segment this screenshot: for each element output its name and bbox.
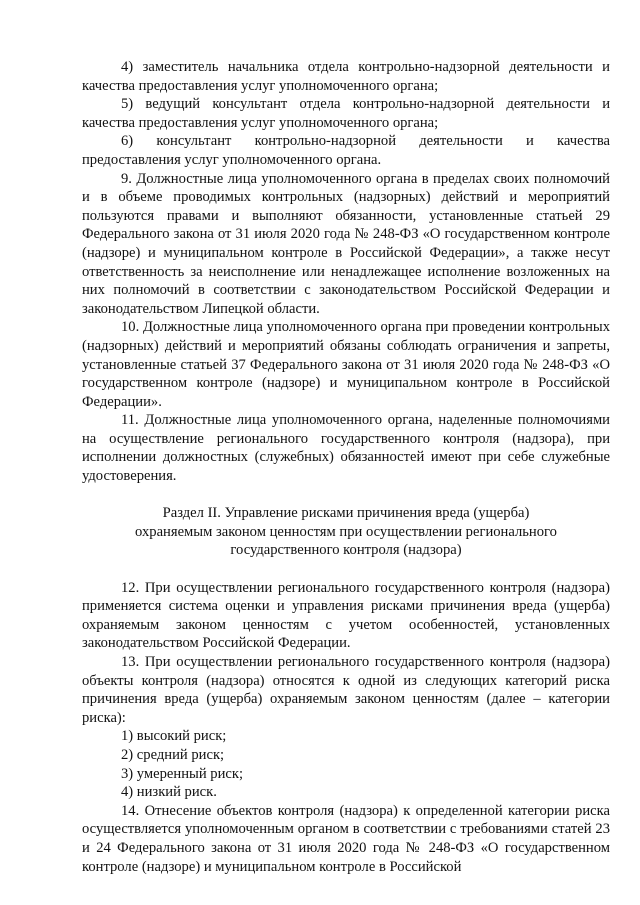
paragraph-item-6: 6) консультант контрольно-надзорной деятельности и качества предоставления услуг уполномоченного органа. [82, 133, 610, 168]
paragraph-12: 12. При осуществлении регионального государственного контроля (надзора) применяется система оценки и управления рисками причинения вреда (ущерба) охраняемым законом ценностям с учетом особенностей, установленных законодательством Российской Федерации. [82, 579, 610, 652]
spacer [82, 560, 610, 579]
paragraph-10: 10. Должностные лица уполномоченного органа при проведении контрольных (надзорных) действий и мероприятий обязаны соблюдать ограничения и запреты, установленные статьей 37 Федерального закона от 31 июля 2020 года № 248-ФЗ «О государственном контроле (надзоре) и муниципальном контроле в Российской Федерации». [82, 319, 610, 410]
section-heading [82, 504, 610, 560]
paragraph-13: 13. При осуществлении регионального государственного контроля (надзора) объекты контроля (надзора) относятся к одной из следующих категорий риска причинения вреда (ущерба) охраняемым законом ценностям (далее – категории риска): [82, 654, 610, 726]
paragraph-14: 14. Отнесение объектов контроля (надзора) к определенной категории риска осуществляется уполномоченным органом в соответствии с требованиями статей 23 и 24 Федерального закона от 31 июля 2020 года № 248-ФЗ «О государственном контроле (надзоре) и муниципальном контроле в Российской [82, 802, 610, 875]
risk-category-moderate: 3) умеренный риск; [121, 765, 244, 782]
risk-category-medium: 2) средний риск; [121, 746, 225, 763]
section-heading-line-1: Раздел II. Управление рисками причинения вреда (ущерба) [162, 505, 530, 522]
risk-category-low: 4) низкий риск. [121, 784, 217, 801]
paragraph-11: 11. Должностные лица уполномоченного органа, наделенные полномочиями на осуществление регионального государственного контроля (надзора), при исполнении должностных (служебных) обязанностей имеют при себе служебные удостоверения. [82, 412, 610, 485]
section-heading-line-2: охраняемым законом ценностям при осуществлении регионального [135, 523, 557, 540]
section-heading-line-3: государственного контроля (надзора) [230, 542, 462, 559]
paragraph-item-4: 4) заместитель начальника отдела контрольно-надзорной деятельности и качества предоставления услуг уполномоченного органа; [82, 59, 610, 94]
paragraph-9: 9. Должностные лица уполномоченного органа в пределах своих полномочий и в объеме проводимых контрольных (надзорных) действий и мероприятий пользуются правами и выполняют обязанности, установленные статьей 29 Федерального закона от 31 июля 2020 года № 248-ФЗ «О государственном контроле (надзоре) и муниципальном контроле в Российской Федерации», а также несут ответственность за неисполнение или ненадлежащее исполнение возложенных на них полномочий в соответствии с законодательством Российской Федерации и законодательством Липецкой области. [82, 170, 610, 317]
document-page [82, 58, 610, 876]
risk-category-high: 1) высокий риск; [121, 728, 227, 745]
paragraph-item-5: 5) ведущий консультант отдела контрольно-надзорной деятельности и качества предоставления услуг уполномоченного органа; [82, 96, 610, 131]
spacer [82, 486, 610, 505]
